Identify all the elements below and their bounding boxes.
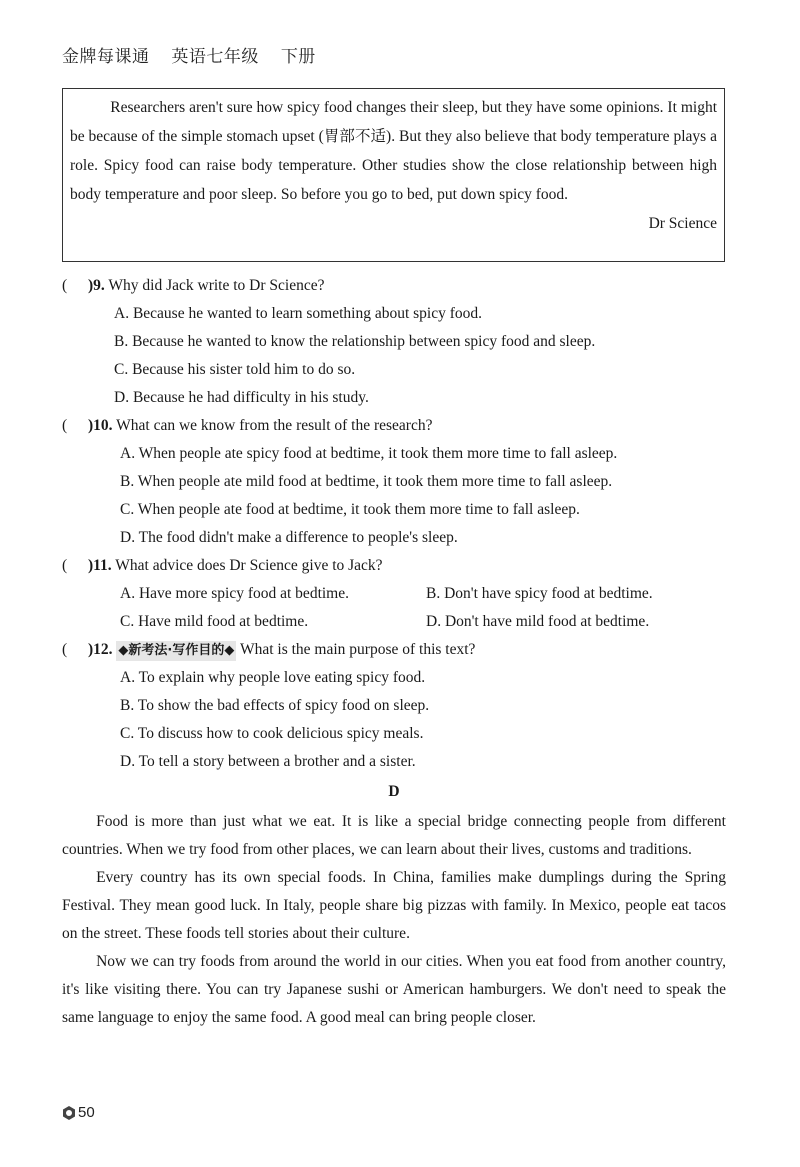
option: D. Because he had difficulty in his study. [114, 389, 369, 406]
question-stem [62, 412, 732, 440]
question-number: )11. [88, 557, 112, 574]
passage-paragraph: Food is more than just what we eat. It is like a special bridge connecting people from different countries. When we try food from other places, we can learn about their lives, customs and traditions. [62, 813, 726, 858]
answer-blank[interactable]: ( [62, 277, 68, 294]
option: C. Have mild food at bedtime. [120, 613, 309, 630]
volume-label: 下册 [280, 47, 316, 67]
subject-label: 英语七年级 [171, 47, 259, 67]
option: B. To show the bad effects of spicy food on sleep. [120, 697, 430, 714]
question-list [62, 272, 732, 776]
option: D. The food didn't make a difference to people's sleep. [120, 529, 458, 546]
passage-d [62, 778, 726, 1032]
question-number: )10. [88, 417, 113, 434]
option-row [62, 580, 732, 608]
option: A. Because he wanted to learn something about spicy food. [114, 305, 483, 322]
letter-paragraph: Researchers aren't sure how spicy food changes their sleep, but they have some opinions. It might be because of the simple stomach upset (胃部不适). But they also believe that body temperature plays a role. Spicy food can raise body temperature. Other studies show the close relationship between high body temperature and poor sleep. So before you go to bed, put down spicy food. [70, 99, 717, 203]
question-text: What is the main purpose of this text? [239, 641, 476, 658]
question-type-tag: ◆新考法·写作目的◆ [116, 641, 236, 661]
answer-blank[interactable]: ( [62, 641, 68, 658]
passage-paragraph: Now we can try foods from around the world in our cities. When you eat food from another country, it's like visiting there. You can try Japanese sushi or American hamburgers. We don't need to speak the same language to enjoy the same food. A good meal can bring people closer. [62, 953, 726, 1026]
option: D. To tell a story between a brother and a sister. [120, 753, 416, 770]
question-stem [62, 636, 732, 664]
book-title: 金牌每课通 [62, 47, 150, 67]
option: B. Don't have spicy food at bedtime. [426, 585, 653, 602]
question-text: Why did Jack write to Dr Science? [108, 277, 325, 294]
passage-paragraph: Every country has its own special foods. In China, families make dumplings during the Spring Festival. They mean good luck. In Italy, people share big pizzas with family. In Mexico, people eat tacos on the street. These foods tell stories about their culture. [62, 869, 726, 942]
page-footer [62, 1104, 95, 1121]
passage-title: D [388, 783, 400, 800]
page-badge-icon [62, 1106, 76, 1120]
option: C. When people ate food at bedtime, it took them more time to fall asleep. [120, 501, 580, 518]
option-row [62, 608, 732, 636]
question-number: )12. [88, 641, 113, 658]
answer-blank[interactable]: ( [62, 417, 68, 434]
letter-signature: Dr Science [648, 215, 717, 232]
question-stem [62, 552, 732, 580]
question-text: What advice does Dr Science give to Jack? [115, 557, 383, 574]
option: A. Have more spicy food at bedtime. [120, 585, 349, 602]
option: B. When people ate mild food at bedtime, it took them more time to fall asleep. [120, 473, 613, 490]
option: B. Because he wanted to know the relationship between spicy food and sleep. [114, 333, 596, 350]
page-number: 50 [78, 1104, 95, 1121]
option: A. To explain why people love eating spicy food. [120, 669, 426, 686]
option: C. To discuss how to cook delicious spicy meals. [120, 725, 424, 742]
question-text: What can we know from the result of the research? [116, 417, 433, 434]
page-header [62, 42, 332, 67]
option: D. Don't have mild food at bedtime. [426, 613, 650, 630]
answer-blank[interactable]: ( [62, 557, 68, 574]
option: C. Because his sister told him to do so. [114, 361, 356, 378]
letter-box [62, 88, 725, 262]
question-stem [62, 272, 732, 300]
question-number: )9. [88, 277, 105, 294]
option: A. When people ate spicy food at bedtime, it took them more time to fall asleep. [120, 445, 618, 462]
